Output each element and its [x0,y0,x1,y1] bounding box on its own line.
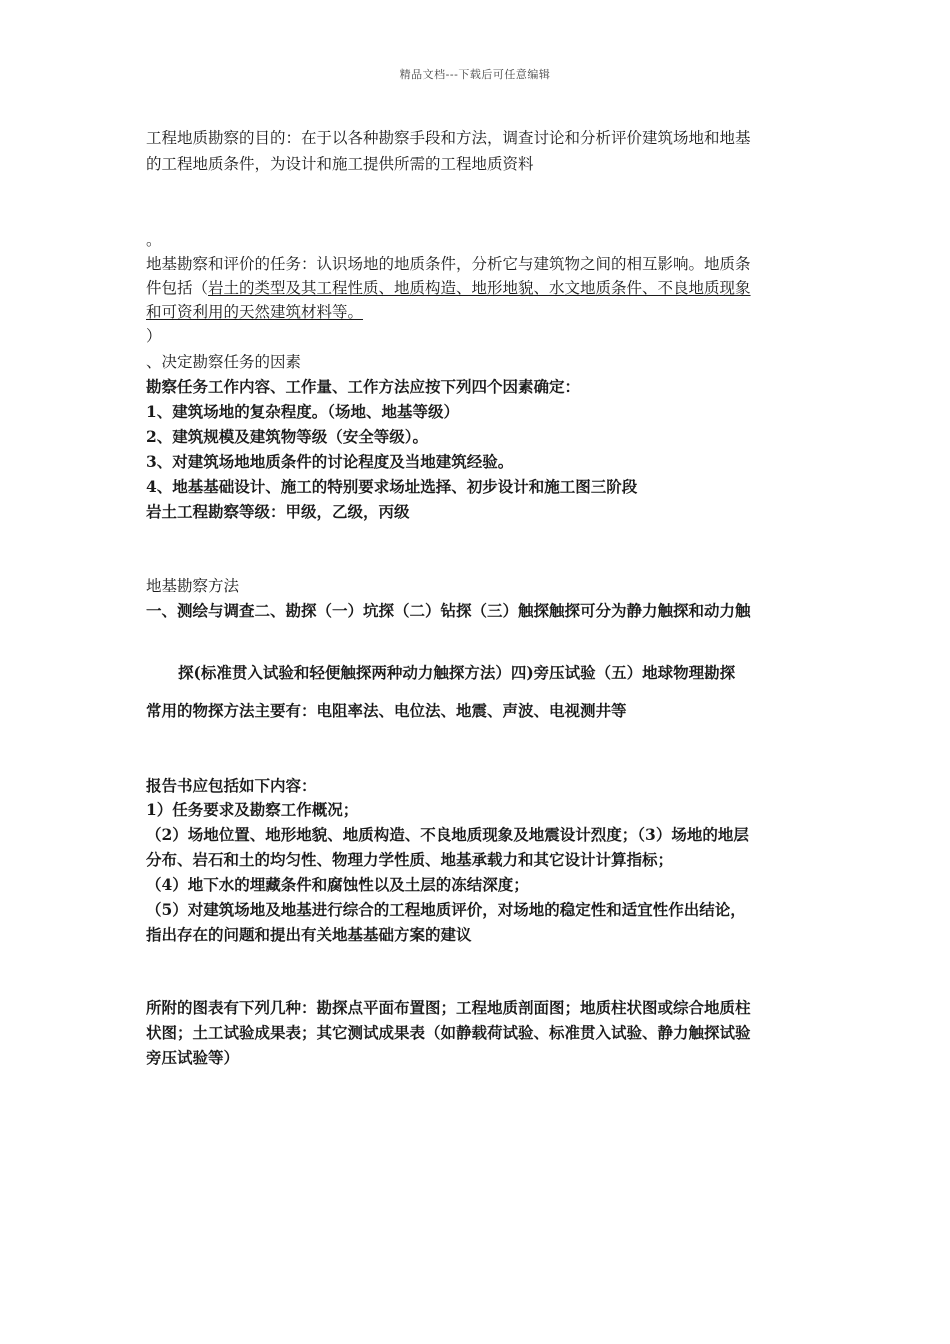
methods-line-2: 探(标准贯入试验和轻便触探两种动力触探方法）四)旁压试验（五）地球物理勘探 [178,663,736,682]
report-line-6: 指出存在的问题和提出有关地基基础方案的建议 [146,925,472,944]
attachments-line-3: 旁压试验等） [146,1048,240,1067]
task-line-2-prefix: 件包括（ [146,279,209,297]
factor-item-3: 3、对建筑场地地质条件的讨论程度及当地建筑经验。 [146,452,514,471]
attachments-line-1: 所附的图表有下列几种：勘探点平面布置图；工程地质剖面图；地质柱状图或综合地质柱 [146,998,751,1017]
page-header: 精品文档---下载后可任意编辑 [399,68,551,81]
task-line-3: 和可资利用的天然建筑材料等。 [146,303,364,321]
report-line-1: 1）任务要求及勘察工作概况； [146,800,359,819]
period-mark: 。 [146,231,162,249]
methods-title: 地基勘察方法 [146,577,240,595]
task-line-1: 地基勘察和评价的任务：认识场地的地质条件，分析它与建筑物之间的相互影响。地质条 [146,255,751,273]
factor-item-2: 2、建筑规模及建筑物等级（安全等级）。 [146,427,429,446]
report-title: 报告书应包括如下内容： [146,776,317,795]
task-line-2-underlined: 岩土的类型及其工程性质、地质构造、地形地貌、水文地质条件、不良地质现象 [208,279,751,297]
task-line-4: ） [146,327,162,345]
factor-item-1: 1、建筑场地的复杂程度。（场地、地基等级） [146,402,460,421]
report-line-3: 分布、岩石和土的均匀性、物理力学性质、地基承载力和其它设计计算指标； [146,850,674,869]
factors-intro: 勘察任务工作内容、工作量、工作方法应按下列四个因素确定： [146,377,581,396]
task-line-2 [146,278,816,298]
factors-title: 、决定勘察任务的因素 [146,353,302,371]
purpose-line-2: 的工程地质条件，为设计和施工提供所需的工程地质资料 [146,155,534,173]
attachments-line-2: 状图；土工试验成果表；其它测试成果表（如静载荷试验、标准贯入试验、静力触探试验 [146,1023,751,1042]
methods-line-3: 常用的物探方法主要有：电阻率法、电位法、地震、声波、电视测井等 [146,701,627,720]
factor-item-4: 4、地基基础设计、施工的特别要求场址选择、初步设计和施工图三阶段 [146,477,638,496]
report-line-5: （5）对建筑场地及地基进行综合的工程地质评价，对场地的稳定性和适宜性作出结论， [146,900,746,919]
survey-grade: 岩土工程勘察等级：甲级，乙级，丙级 [146,502,410,521]
methods-line-1: 一、测绘与调查二、勘探（一）坑探（二）钻探（三）触探触探可分为静力触探和动力触 [146,601,751,620]
report-line-4: （4）地下水的埋藏条件和腐蚀性以及土层的冻结深度； [146,875,529,894]
report-line-2: （2）场地位置、地形地貌、地质构造、不良地质现象及地震设计烈度；（3）场地的地层 [146,825,749,844]
purpose-line-1: 工程地质勘察的目的：在于以各种勘察手段和方法，调查讨论和分析评价建筑场地和地基 [146,129,751,147]
